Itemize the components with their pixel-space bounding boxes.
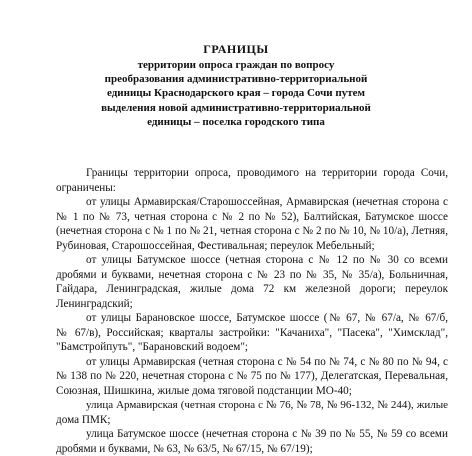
text-line: Границы территории опроса, проводимого на территории города Сочи, [56,166,448,181]
text-line: дробями и буквами, № 63, № 63/5, № 67/15, № 67/19); [56,442,448,456]
text-line: от улицы Армавирская/Старошоссейная, Армавирская (нечетная сторона с [56,195,448,210]
subtitle-line: территории опроса граждан по вопросу [40,58,432,72]
document-subtitle [40,58,432,129]
text-line: (нечетная сторона с № 1 по № 21, четная сторона с № 2 по № 10, № 10/а), Летняя, [56,224,448,239]
text-line: дома ПМК; [56,413,448,428]
subtitle-line: единицы Краснодарского края – города Сочи путем [40,86,432,100]
boundary-paragraph [56,398,448,427]
text-line: Рубиновая, Старошоссейная, Фестивальная; переулок Мебельный; [56,239,448,254]
subtitle-line: преобразования административно-территориальной [40,72,432,86]
text-line: дробями и буквами, нечетная сторона с № 23 по № 35, № 35/а), Больничная, [56,268,448,283]
boundary-paragraph [56,355,448,399]
text-line: Гайдара, Ленинградская, жилые дома 72 км железной дороги; переулок [56,282,448,297]
text-line: № 138 по № 220, нечетная сторона с № 75 по № 177), Делегатская, Перевальная, [56,369,448,384]
intro-paragraph [56,166,448,195]
text-line: улица Армавирская (четная сторона с № 76, № 78, № 96-132, № 244), жилые [56,398,448,413]
text-line: от улицы Армавирская (четная сторона с № 54 по № 74, с № 80 по № 94, с [56,355,448,370]
text-line: Союзная, Шишкина, жилые дома тяговой подстанции МО-40; [56,384,448,399]
document-title: ГРАНИЦЫ [0,42,472,57]
document-body [56,166,448,456]
text-line: "Бамстройпуть", "Барановский водоем"; [56,340,448,355]
boundary-paragraph [56,311,448,355]
text-line: ограничены: [56,181,448,196]
boundary-paragraph [56,427,448,456]
text-line: № 67/в), Российская; кварталы застройки: "Качаниха", "Пасека", "Химсклад", [56,326,448,341]
boundary-paragraph [56,253,448,311]
subtitle-line: выделения новой административно-территориальной [40,101,432,115]
text-line: Ленинградский; [56,297,448,312]
boundary-paragraph [56,195,448,253]
text-line: № 1 по № 73, четная сторона с № 2 по № 52), Балтийская, Батумское шоссе [56,210,448,225]
text-line: улица Батумское шоссе (нечетная сторона с № 39 по № 55, № 59 со всеми [56,427,448,442]
text-line: от улицы Батумское шоссе (четная сторона с № 12 по № 30 со всеми [56,253,448,268]
subtitle-line: единицы – поселка городского типа [40,115,432,129]
text-line: от улицы Барановское шоссе, Батумское шоссе (№ 67, № 67/а, № 67/б, [56,311,448,326]
